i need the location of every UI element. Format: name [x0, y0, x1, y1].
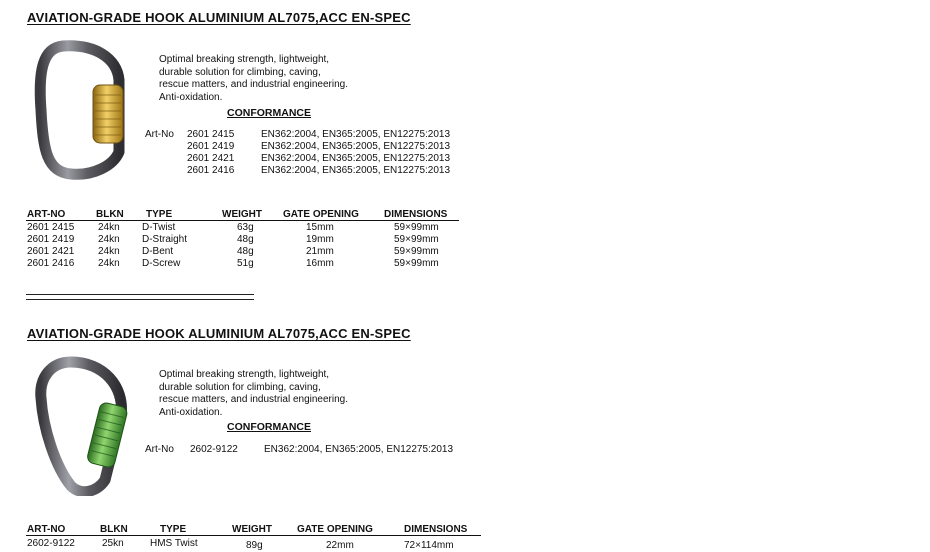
- cell-gate-opening: 16mm: [306, 258, 334, 269]
- spec-header-gate-opening: GATE OPENING: [297, 524, 373, 535]
- description-line: Optimal breaking strength, lightweight,: [159, 54, 330, 65]
- spec-header-rule: [26, 220, 459, 221]
- spec-header-art-no: ART-NO: [27, 524, 66, 535]
- description-line: durable solution for climbing, caving,: [159, 381, 321, 393]
- spec-header-blkn: BLKN: [96, 209, 124, 220]
- spec-header-rule: [26, 535, 481, 536]
- cell-weight: 89g: [246, 540, 263, 551]
- cell-type: D-Twist: [142, 222, 176, 233]
- description-line: rescue matters, and industrial engineering.: [159, 394, 348, 405]
- conformance-code: 2601 2421: [187, 153, 235, 164]
- conformance-heading: CONFORMANCE: [227, 421, 311, 433]
- conformance-standard: EN362:2004, EN365:2005, EN12275:2013: [261, 141, 451, 152]
- spec-header-type: TYPE: [160, 524, 187, 535]
- description-line: Anti-oxidation.: [159, 406, 223, 418]
- conformance-standard: EN362:2004, EN365:2005, EN12275:2013: [264, 444, 454, 455]
- art-no-label: Art-No: [145, 444, 174, 455]
- conformance-standard: EN362:2004, EN365:2005, EN12275:2013: [261, 165, 451, 176]
- conformance-standard: EN362:2004, EN365:2005, EN12275:2013: [261, 153, 451, 164]
- conformance-heading: CONFORMANCE: [227, 107, 311, 119]
- hms-carabiner-image: [33, 356, 133, 496]
- spec-header-weight: WEIGHT: [232, 524, 272, 535]
- spec-header-dimensions: DIMENSIONS: [404, 524, 468, 535]
- spec-header-weight: WEIGHT: [222, 209, 262, 220]
- cell-dimensions: 59×99mm: [394, 222, 439, 233]
- cell-blkn: 24kn: [98, 246, 120, 257]
- product-description: [159, 54, 348, 104]
- spec-header-type: TYPE: [146, 209, 173, 220]
- conformance-code: 2601 2416: [187, 165, 235, 176]
- cell-weight: 48g: [237, 234, 254, 245]
- cell-type: D-Straight: [142, 234, 188, 245]
- product-description: [159, 369, 348, 419]
- description-line: Optimal breaking strength, lightweight,: [159, 369, 330, 380]
- cell-dimensions: 59×99mm: [394, 258, 439, 269]
- product-section-hms-hook: [0, 316, 930, 550]
- spec-header-gate-opening: GATE OPENING: [283, 209, 359, 220]
- cell-weight: 48g: [237, 246, 254, 257]
- spec-header-dimensions: DIMENSIONS: [384, 209, 448, 220]
- art-no-label: Art-No: [145, 129, 174, 140]
- cell-weight: 51g: [237, 258, 254, 269]
- cell-type: HMS Twist: [150, 538, 198, 549]
- section-divider: [26, 299, 254, 300]
- description-line: durable solution for climbing, caving,: [159, 66, 321, 78]
- conformance-code: 2601 2419: [187, 141, 235, 152]
- section-title: AVIATION-GRADE HOOK ALUMINIUM AL7075,ACC EN-SPEC: [27, 10, 411, 25]
- cell-blkn: 24kn: [98, 234, 120, 245]
- conformance-code: 2602-9122: [190, 444, 238, 455]
- conformance-standard: EN362:2004, EN365:2005, EN12275:2013: [261, 129, 451, 140]
- section-divider: [26, 294, 254, 295]
- cell-type: D-Bent: [142, 246, 174, 257]
- cell-gate-opening: 19mm: [306, 234, 334, 245]
- d-carabiner-image: [33, 40, 133, 180]
- cell-type: D-Screw: [142, 258, 181, 269]
- cell-blkn: 24kn: [98, 222, 120, 233]
- cell-weight: 63g: [237, 222, 254, 233]
- description-line: rescue matters, and industrial engineering.: [159, 79, 348, 90]
- spec-header-blkn: BLKN: [100, 524, 128, 535]
- cell-art-no: 2601 2416: [27, 258, 75, 269]
- cell-blkn: 25kn: [102, 538, 124, 549]
- cell-dimensions: 72×114mm: [404, 540, 454, 551]
- section-title: AVIATION-GRADE HOOK ALUMINIUM AL7075,ACC EN-SPEC: [27, 326, 411, 341]
- cell-gate-opening: 21mm: [306, 246, 334, 257]
- cell-gate-opening: 22mm: [326, 540, 354, 551]
- conformance-code: 2601 2415: [187, 129, 235, 140]
- spec-header-art-no: ART-NO: [27, 209, 66, 220]
- cell-art-no: 2602-9122: [27, 538, 75, 549]
- cell-art-no: 2601 2419: [27, 234, 75, 245]
- description-line: Anti-oxidation.: [159, 91, 223, 103]
- cell-blkn: 24kn: [98, 258, 120, 269]
- cell-art-no: 2601 2421: [27, 246, 75, 257]
- cell-dimensions: 59×99mm: [394, 234, 439, 245]
- cell-art-no: 2601 2415: [27, 222, 75, 233]
- cell-dimensions: 59×99mm: [394, 246, 439, 257]
- cell-gate-opening: 15mm: [306, 222, 334, 233]
